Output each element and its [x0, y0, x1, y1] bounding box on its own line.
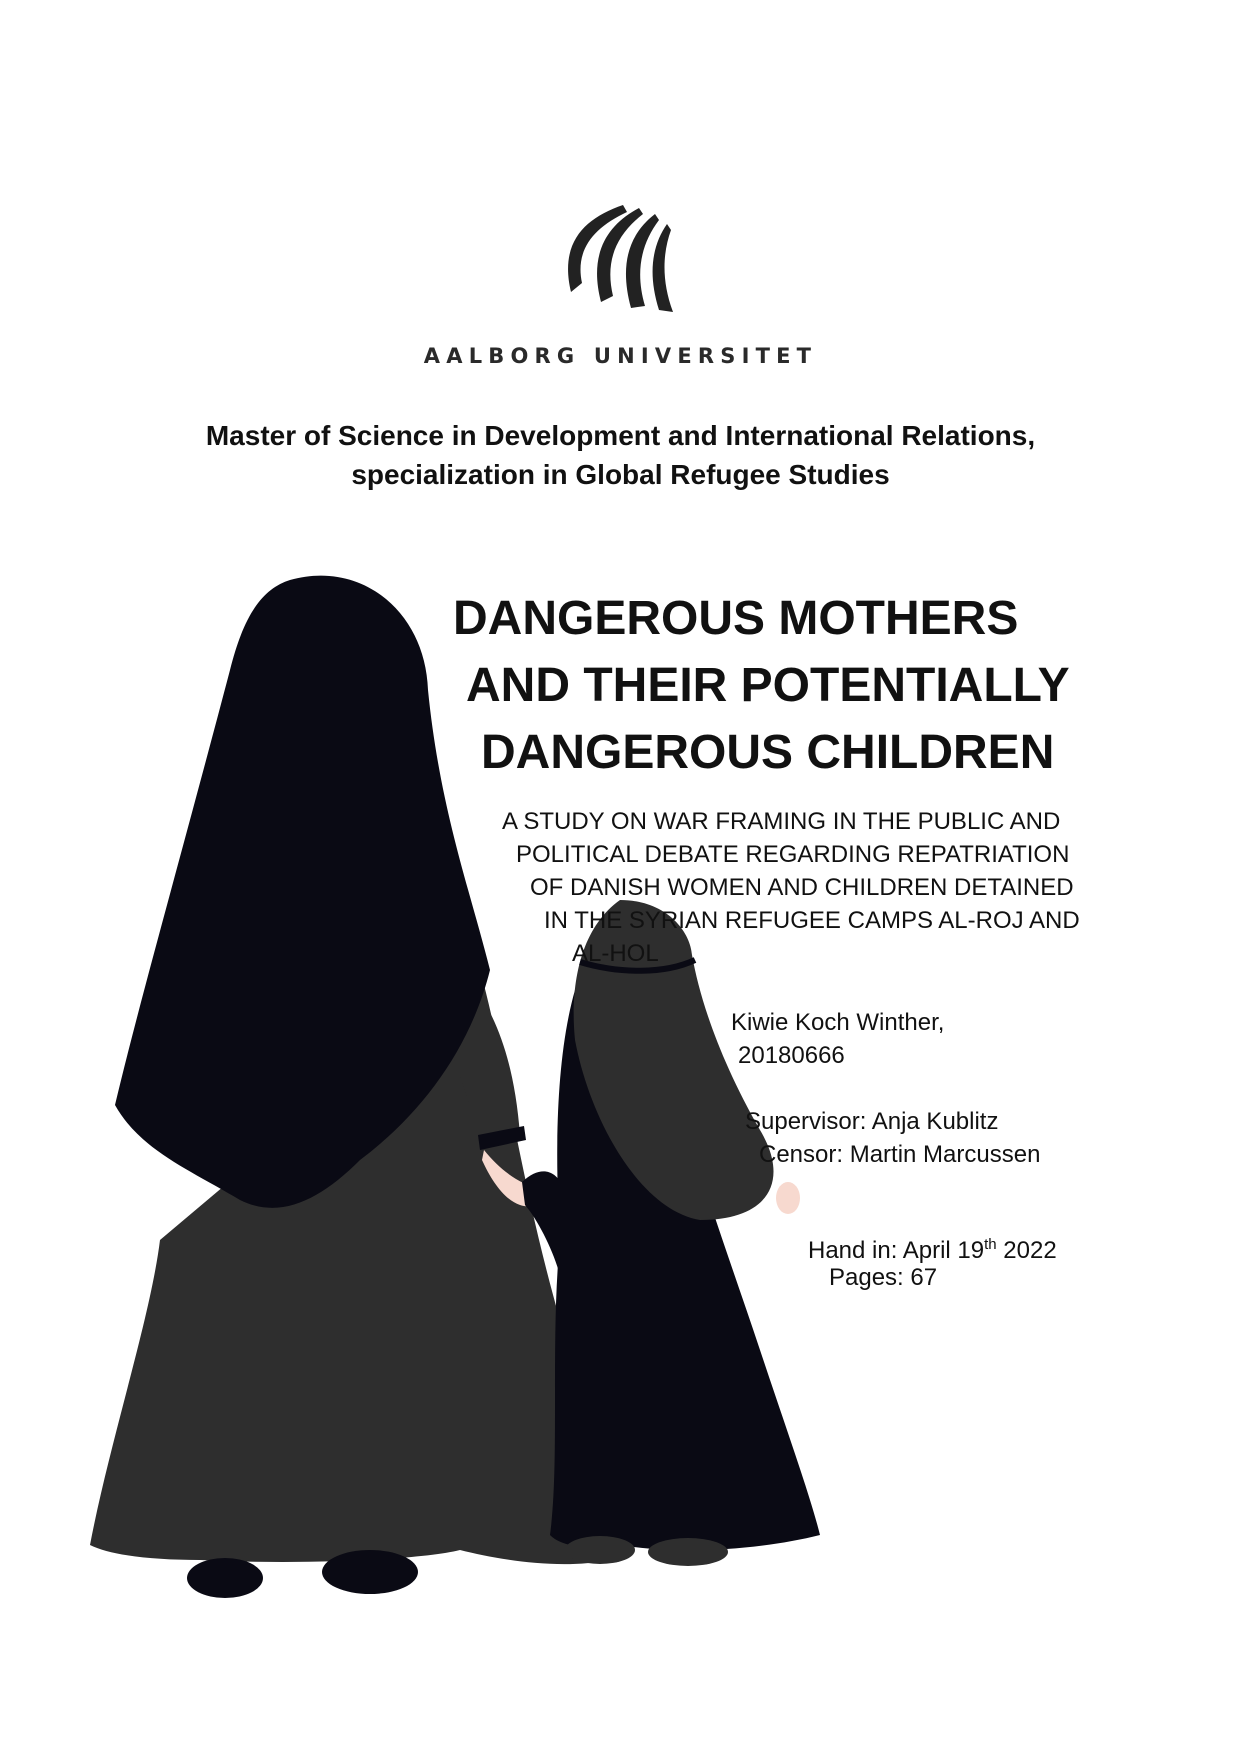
mother-foot-left [187, 1558, 263, 1598]
mother-and-child-in-niqab-illustration [0, 560, 860, 1620]
mother-foot-right [322, 1550, 418, 1594]
supervisor: Supervisor: Anja Kublitz [745, 1108, 999, 1135]
child-hand [776, 1182, 800, 1214]
aalborg-university-logo-icon [555, 200, 685, 315]
student-id: 20180666 [738, 1042, 845, 1069]
child-foot-right [648, 1538, 728, 1566]
hand-in-prefix: Hand in: April 19 [808, 1237, 985, 1264]
child-foot-left [565, 1536, 635, 1564]
title-line-2: AND THEIR POTENTIALLY [466, 659, 1070, 712]
subtitle-line-1: A STUDY ON WAR FRAMING IN THE PUBLIC AND [502, 808, 1061, 835]
censor: Censor: Martin Marcussen [759, 1141, 1041, 1168]
title-line-3: DANGEROUS CHILDREN [481, 726, 1055, 779]
hand-in-date [808, 1236, 1057, 1265]
programme-line-2: specialization in Global Refugee Studies [351, 459, 890, 490]
programme-line-1: Master of Science in Development and International Relations, [205, 420, 1036, 451]
author-name: Kiwie Koch Winther, [731, 1009, 945, 1036]
subtitle-line-3: OF DANISH WOMEN AND CHILDREN DETAINED [530, 874, 1074, 901]
page-count: Pages: 67 [829, 1264, 938, 1291]
subtitle-line-5: AL-HOL [572, 940, 659, 967]
hand-in-ordinal: th [984, 1236, 997, 1253]
hand-in-year: 2022 [996, 1237, 1057, 1264]
title-line-1: DANGEROUS MOTHERS [453, 592, 1019, 645]
subtitle-line-2: POLITICAL DEBATE REGARDING REPATRIATION [516, 841, 1070, 868]
university-name: AALBORG UNIVERSITET [423, 344, 818, 368]
subtitle-line-4: IN THE SYRIAN REFUGEE CAMPS AL-ROJ AND [544, 907, 1080, 934]
